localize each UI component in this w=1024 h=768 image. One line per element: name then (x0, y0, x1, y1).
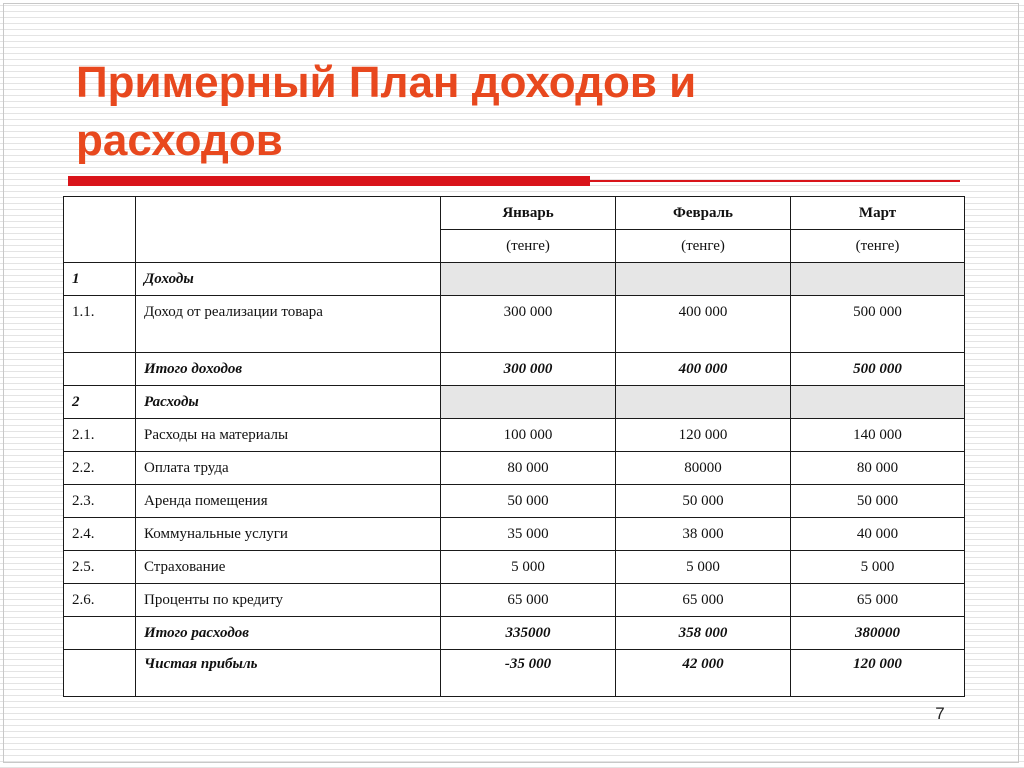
section-cell-empty (441, 386, 616, 419)
header-currency-1: (тенге) (441, 230, 616, 263)
section-row-income (64, 263, 965, 296)
net-profit-month-1: -35 000 (441, 650, 616, 697)
row-code: 1.1. (64, 296, 136, 353)
row-code: 2.1. (64, 419, 136, 452)
table-row (64, 584, 965, 617)
header-currency-3: (тенге) (791, 230, 965, 263)
section-label: Расходы (136, 386, 441, 419)
row-value-month-2: 400 000 (616, 296, 791, 353)
income-expense-table (63, 196, 965, 697)
title-underline-thin (590, 180, 960, 182)
total-value-month-3: 380000 (791, 617, 965, 650)
total-label: Итого расходов (136, 617, 441, 650)
total-value-month-1: 335000 (441, 617, 616, 650)
total-label: Итого доходов (136, 353, 441, 386)
row-code-empty (64, 650, 136, 697)
row-value-month-3: 40 000 (791, 518, 965, 551)
section-cell-empty (791, 386, 965, 419)
section-code: 2 (64, 386, 136, 419)
header-month-3: Март (791, 197, 965, 230)
row-label: Проценты по кредиту (136, 584, 441, 617)
page-number: 7 (935, 704, 945, 723)
slide-title-line-2: расходов (76, 116, 283, 165)
row-label: Аренда помещения (136, 485, 441, 518)
row-code-empty (64, 353, 136, 386)
title-underline-thick (68, 176, 590, 186)
row-code: 2.4. (64, 518, 136, 551)
row-value-month-1: 5 000 (441, 551, 616, 584)
total-row-income (64, 353, 965, 386)
table-row (64, 452, 965, 485)
total-row-expenses (64, 617, 965, 650)
net-profit-month-3: 120 000 (791, 650, 965, 697)
net-profit-label: Чистая прибыль (136, 650, 441, 697)
slide-title-line-1: Примерный План доходов и (76, 58, 697, 107)
row-value-month-2: 65 000 (616, 584, 791, 617)
row-label: Страхование (136, 551, 441, 584)
table-row (64, 419, 965, 452)
total-value-month-1: 300 000 (441, 353, 616, 386)
row-value-month-1: 300 000 (441, 296, 616, 353)
table-row (64, 518, 965, 551)
section-row-expenses (64, 386, 965, 419)
table-row (64, 485, 965, 518)
row-label: Коммунальные услуги (136, 518, 441, 551)
row-code: 2.6. (64, 584, 136, 617)
row-code: 2.3. (64, 485, 136, 518)
section-cell-empty (616, 386, 791, 419)
row-value-month-1: 35 000 (441, 518, 616, 551)
header-month-1: Январь (441, 197, 616, 230)
row-label: Доход от реализации товара (136, 296, 441, 353)
header-cell-empty (136, 197, 441, 263)
net-profit-month-2: 42 000 (616, 650, 791, 697)
section-cell-empty (616, 263, 791, 296)
row-value-month-2: 38 000 (616, 518, 791, 551)
section-cell-empty (441, 263, 616, 296)
row-value-month-3: 5 000 (791, 551, 965, 584)
table-row (64, 551, 965, 584)
row-value-month-3: 65 000 (791, 584, 965, 617)
section-code: 1 (64, 263, 136, 296)
row-code-empty (64, 617, 136, 650)
row-value-month-2: 120 000 (616, 419, 791, 452)
header-currency-2: (тенге) (616, 230, 791, 263)
row-value-month-3: 140 000 (791, 419, 965, 452)
row-value-month-1: 80 000 (441, 452, 616, 485)
row-label: Оплата труда (136, 452, 441, 485)
row-value-month-3: 80 000 (791, 452, 965, 485)
row-value-month-2: 50 000 (616, 485, 791, 518)
row-code: 2.5. (64, 551, 136, 584)
header-cell-empty (64, 197, 136, 263)
row-code: 2.2. (64, 452, 136, 485)
section-label: Доходы (136, 263, 441, 296)
row-value-month-3: 500 000 (791, 296, 965, 353)
row-value-month-1: 65 000 (441, 584, 616, 617)
total-value-month-2: 400 000 (616, 353, 791, 386)
row-value-month-1: 50 000 (441, 485, 616, 518)
table-row (64, 296, 965, 353)
net-profit-row (64, 650, 965, 697)
header-row-months (64, 197, 965, 230)
total-value-month-2: 358 000 (616, 617, 791, 650)
row-value-month-2: 80000 (616, 452, 791, 485)
section-cell-empty (791, 263, 965, 296)
row-value-month-2: 5 000 (616, 551, 791, 584)
row-label: Расходы на материалы (136, 419, 441, 452)
row-value-month-1: 100 000 (441, 419, 616, 452)
slide-title (76, 54, 976, 170)
total-value-month-3: 500 000 (791, 353, 965, 386)
row-value-month-3: 50 000 (791, 485, 965, 518)
header-month-2: Февраль (616, 197, 791, 230)
